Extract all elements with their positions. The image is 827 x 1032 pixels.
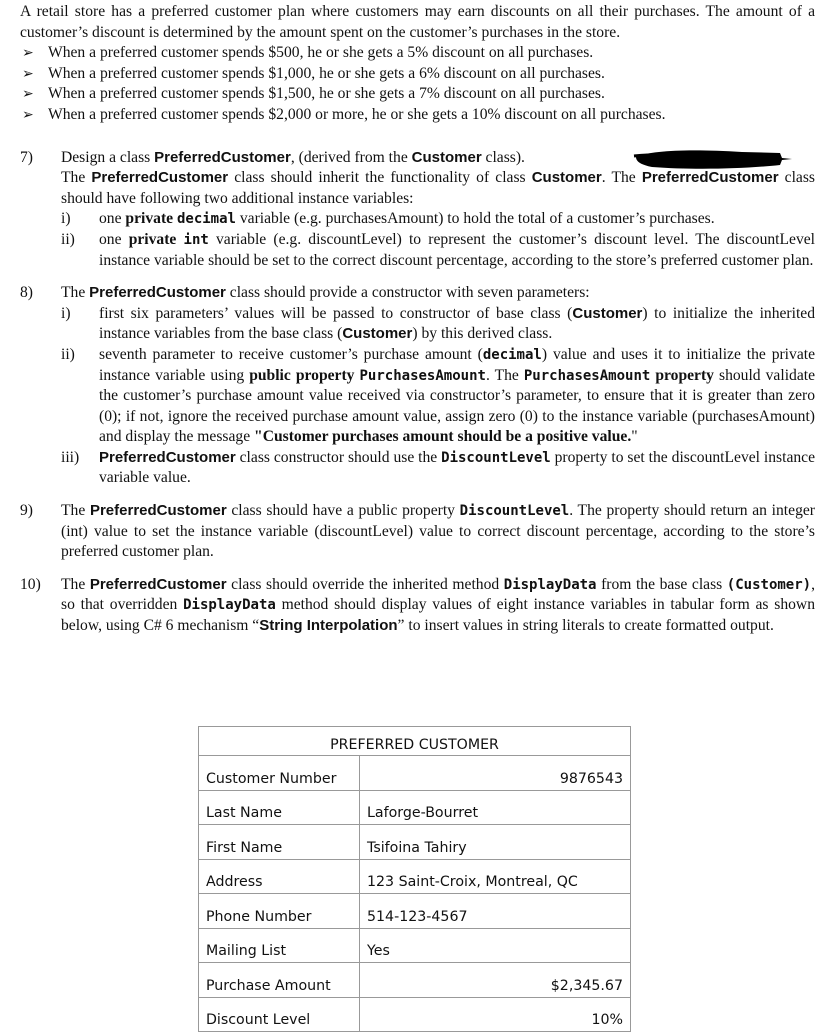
question-number: 9) (20, 502, 33, 520)
row-value: 514-123-4567 (360, 894, 631, 929)
table-row (199, 997, 631, 1032)
table-row (199, 756, 631, 791)
document (20, 0, 815, 637)
question-9 (20, 501, 815, 563)
row-label: Last Name (199, 790, 360, 825)
row-label: First Name (199, 825, 360, 860)
list-item: ➢ When a preferred customer spends $1,500, he or she gets a 7% discount on all purchases. (20, 84, 815, 105)
row-value: 9876543 (360, 756, 631, 791)
row-value: 123 Saint-Croix, Montreal, QC (360, 859, 631, 894)
question-number: 7) (20, 148, 33, 166)
arrowhead-bullet-icon: ➢ (22, 65, 34, 82)
row-value: Yes (360, 928, 631, 963)
preferred-customer-table (198, 726, 631, 1032)
sub-item: i) first six parameters’ values will be passed to constructor of base class (Customer) to initialize the inherited instance variables from the base class (Customer) by this derived class. (61, 304, 815, 343)
row-label: Purchase Amount (199, 963, 360, 998)
row-value: 10% (360, 997, 631, 1032)
row-label: Phone Number (199, 894, 360, 929)
sub-item: i) one private decimal variable (e.g. purchasesAmount) to hold the total of a customer’s purchases. (61, 210, 715, 228)
question-8 (20, 283, 815, 489)
question-number: 10) (20, 575, 41, 593)
sub-item: ii) seventh parameter to receive customer’s purchase amount (decimal) value and uses it to initialize the private instance variable using public property PurchasesAmount. The PurchasesAmount property should validate the customer’s purchase amount value received via constructor’s parameter, to ensure that it is greater than zero (0); if not, ignore the received purchase amount value, assign zero (0) to the instance variable (purchasesAmount) and display the message "Customer purchases amount should be a positive value." (61, 345, 815, 446)
row-label: Mailing List (199, 928, 360, 963)
sub-item: iii) PreferredCustomer class constructor should use the DiscountLevel property to set the discountLevel instance variable value. (61, 448, 816, 487)
table-row (199, 894, 631, 929)
row-value: $2,345.67 (360, 963, 631, 998)
row-label: Discount Level (199, 997, 360, 1032)
table-header: PREFERRED CUSTOMER (199, 727, 631, 756)
question-8-title: The PreferredCustomer class should provide a constructor with seven parameters: (61, 284, 590, 302)
discount-rules-list (20, 43, 815, 125)
row-label: Address (199, 859, 360, 894)
arrowhead-bullet-icon: ➢ (22, 45, 34, 62)
arrowhead-bullet-icon: ➢ (22, 106, 34, 123)
list-item: ➢ When a preferred customer spends $1,000, he or she gets a 6% discount on all purchases. (20, 64, 815, 85)
question-number: 8) (20, 284, 33, 302)
table-row (199, 963, 631, 998)
table-header-row (199, 727, 631, 756)
question-10 (20, 575, 815, 637)
list-item: ➢ When a preferred customer spends $2,000 or more, he or she gets a 10% discount on all purchases. (20, 105, 815, 126)
question-10-body: The PreferredCustomer class should override the inherited method DisplayData from the base class (Customer), so that overridden DisplayData method should display values of eight instance variables in tabular form as shown below, using C# 6 mechanism “String Interpolation” to insert values in string literals to create formatted output. (61, 575, 815, 635)
question-9-body: The PreferredCustomer class should have a public property DiscountLevel. The property should return an integer (int) value to set the instance variable (discountLevel) value to correct discount percentage, according to the store’s preferred customer plan. (61, 502, 815, 561)
table-row (199, 928, 631, 963)
intro-paragraph: A retail store has a preferred customer plan where customers may earn discounts on all their purchases. The amount of a customer’s discount is determined by the amount spent on the customer’s purchases in the store. (20, 3, 815, 41)
row-label: Customer Number (199, 756, 360, 791)
sub-item: ii) one private int variable (e.g. discountLevel) to represent the customer’s discount level. The discountLevel instance variable should be set to the correct discount percentage, according to the store’s preferred customer plan. (61, 230, 816, 269)
row-value: Tsifoina Tahiry (360, 825, 631, 860)
list-item: ➢ When a preferred customer spends $500, he or she gets a 5% discount on all purchases. (20, 43, 815, 64)
table-row (199, 825, 631, 860)
question-7-body: The PreferredCustomer class should inherit the functionality of class Customer. The PreferredCustomer class should have following two additional instance variables: (61, 169, 815, 207)
redaction-mark (632, 147, 792, 171)
question-7-title: Design a class PreferredCustomer, (derived from the Customer class). (61, 148, 525, 166)
row-value: Laforge-Bourret (360, 790, 631, 825)
table-row (199, 790, 631, 825)
arrowhead-bullet-icon: ➢ (22, 86, 34, 103)
table-row (199, 859, 631, 894)
